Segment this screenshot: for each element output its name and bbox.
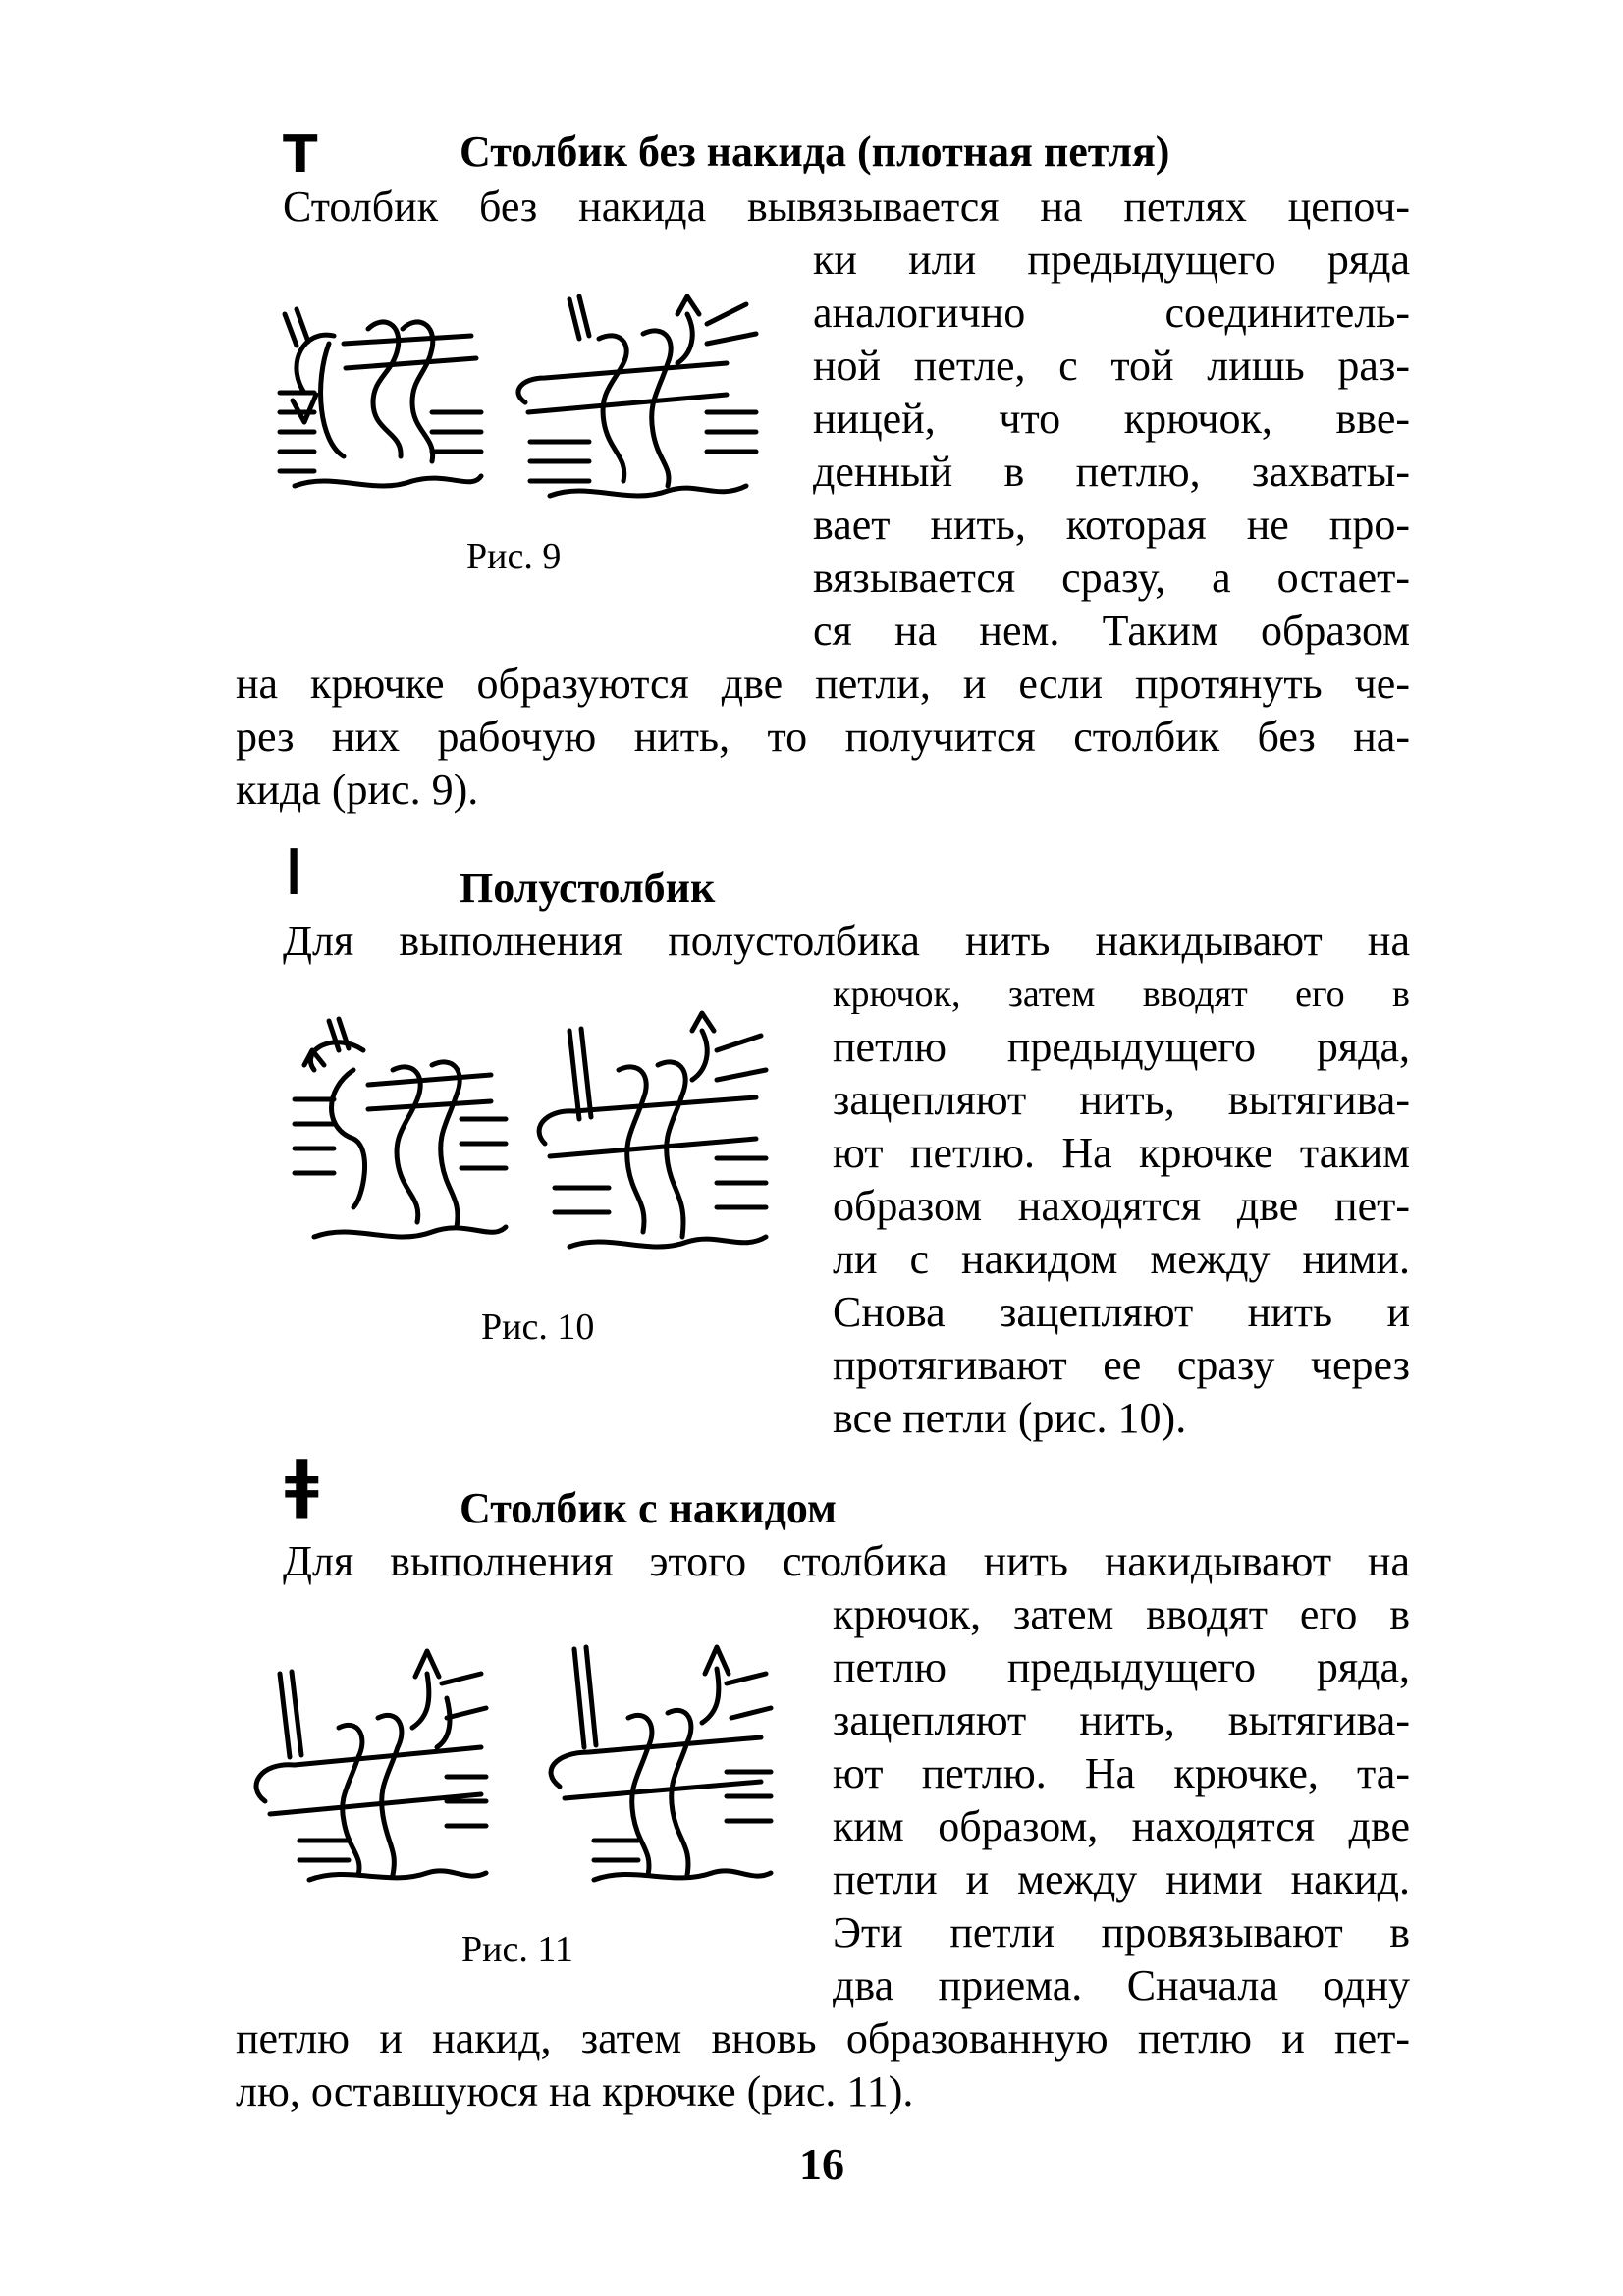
page-number: 16 xyxy=(799,2139,844,2189)
paragraph-line: ли с накидом между ними. xyxy=(833,1235,1410,1283)
paragraph-line: зацепляют нить, вытягива- xyxy=(833,1076,1410,1124)
paragraph-line: ки или предыдущего ряда xyxy=(813,236,1410,284)
figure-11-illustration xyxy=(241,1629,771,1885)
section-title-half-double-crochet: Полустолбик xyxy=(460,864,716,912)
paragraph-line: ной петле, с той лишь раз- xyxy=(813,342,1410,390)
paragraph-line: Снова зацепляют нить и xyxy=(833,1288,1410,1336)
figure-10-caption: Рис. 10 xyxy=(481,1307,595,1348)
figure-11-caption: Рис. 11 xyxy=(461,1929,573,1970)
paragraph-line: петлю предыдущего ряда, xyxy=(833,1023,1410,1071)
section-title-double-crochet: Столбик с накидом xyxy=(460,1484,838,1532)
paragraph-line: два приема. Сначала одну xyxy=(833,1961,1410,2009)
paragraph-line: аналогично соединитель- xyxy=(813,289,1410,337)
paragraph-line: ют петлю. На крючке таким xyxy=(833,1129,1410,1177)
paragraph-line: протягивают ее сразу через xyxy=(833,1341,1410,1389)
figure-10-illustration xyxy=(295,1011,785,1256)
paragraph-line: петлю предыдущего ряда, xyxy=(833,1643,1410,1691)
paragraph-line: петлю и накид, затем вновь образованную петлю и пет- xyxy=(236,2014,1410,2062)
double-crochet-symbol: ǂ xyxy=(285,1448,319,1521)
paragraph-line: зацепляют нить, вытягива- xyxy=(833,1696,1410,1744)
paragraph-line: образом находятся две пет- xyxy=(833,1182,1410,1230)
paragraph-line: ся на нем. Таким образом xyxy=(813,607,1410,655)
single-crochet-symbol: T xyxy=(283,126,318,185)
paragraph-line: ницей, что крючок, вве- xyxy=(813,395,1410,443)
paragraph-line: на крючке образуются две петли, и если протянуть че- xyxy=(236,660,1410,708)
paragraph-line: ют петлю. На крючке, та- xyxy=(833,1749,1410,1797)
paragraph-line: рез них рабочую нить, то получится столбик без на- xyxy=(236,713,1410,761)
half-double-crochet-symbol: I xyxy=(287,837,301,910)
paragraph-line: Для выполнения этого столбика нить накидывают на xyxy=(283,1537,1410,1585)
figure-9-caption: Рис. 9 xyxy=(466,536,562,577)
paragraph-line: лю, оставшуюся на крючке (рис. 11). xyxy=(236,2067,914,2115)
paragraph-line: Эти петли провязывают в xyxy=(833,1908,1410,1956)
paragraph-line: кида (рис. 9). xyxy=(236,766,479,814)
paragraph-line: вает нить, которая не про- xyxy=(813,501,1410,549)
paragraph-line: все петли (рис. 10). xyxy=(833,1394,1187,1442)
paragraph-line: денный в петлю, захваты- xyxy=(813,448,1410,496)
paragraph-line: петли и между ними накид. xyxy=(833,1855,1410,1903)
paragraph-line: ким образом, находятся две xyxy=(833,1802,1410,1850)
paragraph-line: Для выполнения полустолбика нить накидывают на xyxy=(283,917,1410,965)
paragraph-line: вязывается сразу, а остает- xyxy=(813,554,1410,602)
paragraph-line: Столбик без накида вывязывается на петлях цепоч- xyxy=(283,183,1410,231)
section-title-single-crochet: Столбик без накида (плотная петля) xyxy=(460,128,1170,176)
paragraph-line: крючок, затем вводят его в xyxy=(833,1590,1410,1638)
figure-9-illustration xyxy=(275,285,766,510)
paragraph-line: крючок, затем вводят его в xyxy=(833,974,1410,1015)
